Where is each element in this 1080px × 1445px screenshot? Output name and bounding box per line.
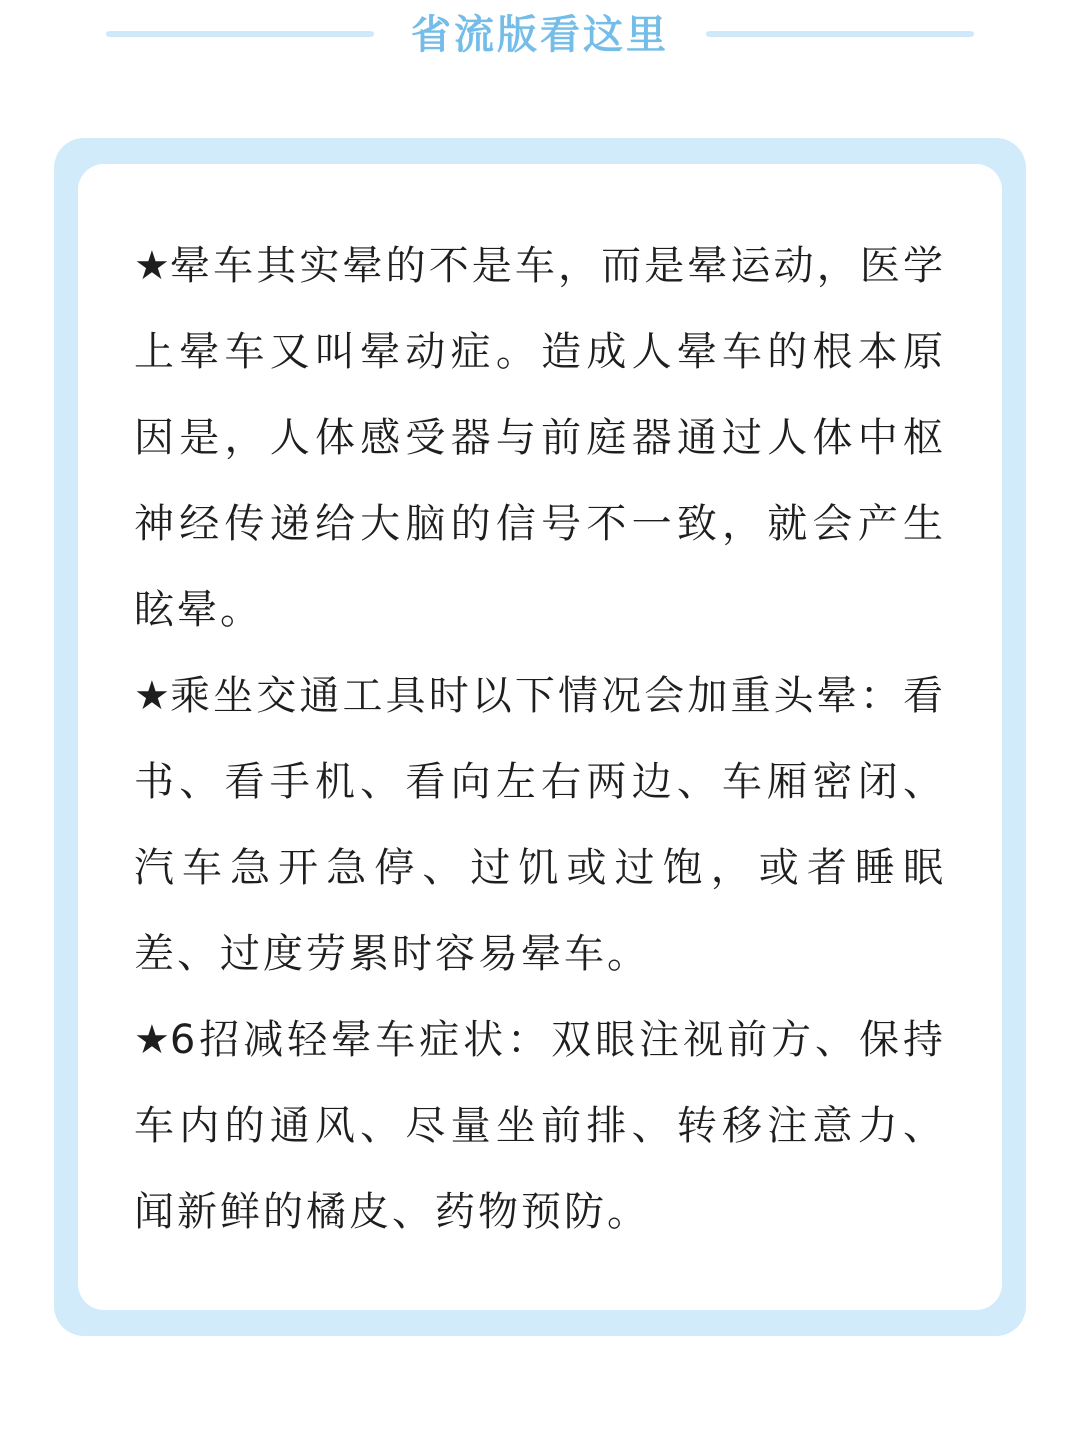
summary-paragraph-cause [134,223,946,653]
star-icon: ★ [134,1017,170,1063]
section-header [0,0,1080,72]
header-divider-left [106,31,374,37]
paragraph-text: 6招减轻晕车症状：双眼注视前方、保持车内的通风、尽量坐前排、转移注意力、闻新鲜的橘皮、药物预防。 [134,1017,946,1235]
section-title: 省流版看这里 [411,12,669,58]
summary-paragraph-triggers [134,653,946,997]
star-icon: ★ [134,673,170,719]
summary-paragraph-tips [134,997,946,1255]
paragraph-text: 晕车其实晕的不是车，而是晕运动，医学上晕车又叫晕动症。造成人晕车的根本原因是，人体感受器与前庭器通过人体中枢神经传递给大脑的信号不一致，就会产生眩晕。 [134,243,946,633]
paragraph-text: 乘坐交通工具时以下情况会加重头晕：看书、看手机、看向左右两边、车厢密闭、汽车急开急停、过饥或过饱，或者睡眠差、过度劳累时容易晕车。 [134,673,946,977]
header-divider-right [706,31,974,37]
star-icon: ★ [134,243,170,289]
summary-content [134,223,946,1255]
